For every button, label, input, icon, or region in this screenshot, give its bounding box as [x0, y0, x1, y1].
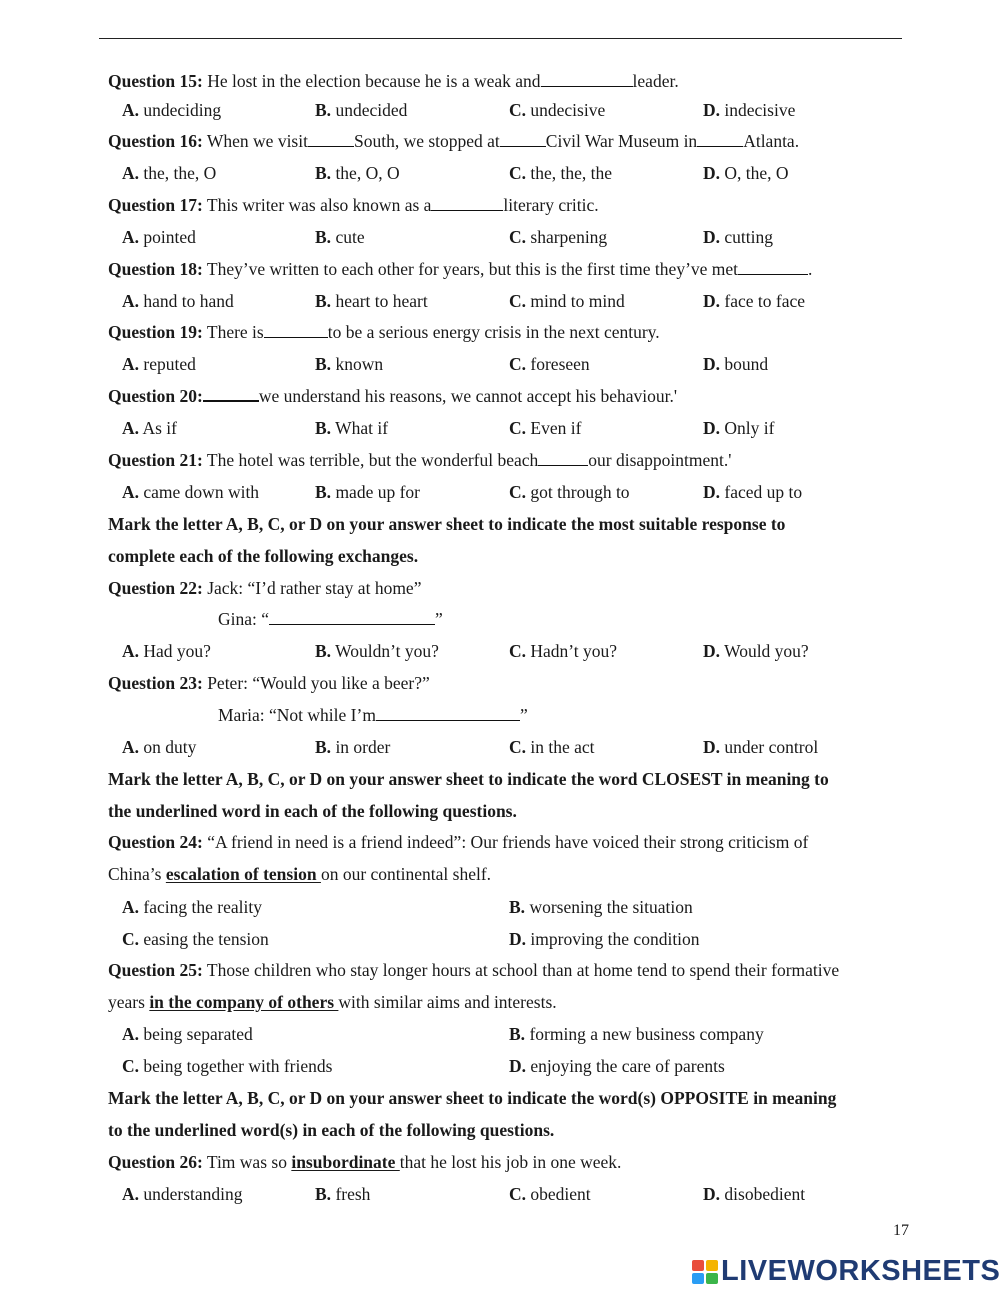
option-c[interactable]: C. mind to mind: [509, 291, 625, 311]
option-d[interactable]: D. enjoying the care of parents: [509, 1056, 725, 1076]
option-b[interactable]: B. known: [315, 354, 384, 374]
option-c[interactable]: C. foreseen: [509, 354, 590, 374]
option-b[interactable]: B. the, O, O: [315, 163, 400, 183]
question-25-continued: years in the company of others with similar aims and interests.: [108, 992, 557, 1012]
option-a[interactable]: A. facing the reality: [122, 897, 262, 917]
option-d[interactable]: D. Only if: [703, 418, 775, 438]
answer-blank[interactable]: [538, 450, 588, 466]
question-26: Question 26: Tim was so insubordinate that he lost his job in one week.: [108, 1152, 622, 1172]
answer-blank[interactable]: [431, 195, 503, 211]
brand-text: LIVEWORKSHEETS: [721, 1255, 1000, 1287]
question-17: Question 17: This writer was also known as a literary critic.: [108, 195, 599, 215]
section-instruction: Mark the letter A, B, C, or D on your answer sheet to indicate the word CLOSEST in meaning to: [108, 769, 829, 789]
section-instruction: to the underlined word(s) in each of the following questions.: [108, 1120, 555, 1140]
option-d[interactable]: D. under control: [703, 737, 819, 757]
option-b[interactable]: B. forming a new business company: [509, 1024, 764, 1044]
question-20: Question 20: we understand his reasons, we cannot accept his behaviour.': [108, 386, 677, 406]
option-b[interactable]: B. What if: [315, 418, 389, 438]
dialogue-line: Gina: “ ”: [218, 609, 443, 629]
option-a[interactable]: A. pointed: [122, 227, 196, 247]
option-d[interactable]: D. faced up to: [703, 482, 803, 502]
option-b[interactable]: B. worsening the situation: [509, 897, 693, 917]
option-a[interactable]: A. on duty: [122, 737, 197, 757]
section-instruction: Mark the letter A, B, C, or D on your answer sheet to indicate the most suitable response to: [108, 514, 786, 534]
option-a[interactable]: A. understanding: [122, 1184, 243, 1204]
liveworksheets-brand[interactable]: [692, 1255, 1000, 1288]
question-19: Question 19: There is to be a serious energy crisis in the next century.: [108, 322, 660, 342]
answer-blank[interactable]: [308, 131, 354, 147]
option-b[interactable]: B. made up for: [315, 482, 420, 502]
question-23: Question 23: Peter: “Would you like a beer?”: [108, 673, 430, 693]
option-a[interactable]: A. As if: [122, 418, 177, 438]
option-a[interactable]: A. being separated: [122, 1024, 253, 1044]
answer-blank[interactable]: [541, 71, 633, 87]
answer-blank[interactable]: [376, 705, 520, 721]
option-a[interactable]: A. hand to hand: [122, 291, 234, 311]
liveworksheets-logo-icon: [692, 1260, 718, 1284]
option-a[interactable]: A. reputed: [122, 354, 196, 374]
option-d[interactable]: D. cutting: [703, 227, 773, 247]
option-b[interactable]: B. fresh: [315, 1184, 371, 1204]
answer-blank[interactable]: [697, 131, 743, 147]
section-instruction: complete each of the following exchanges.: [108, 546, 419, 566]
option-c[interactable]: C. in the act: [509, 737, 595, 757]
option-a[interactable]: A. came down with: [122, 482, 260, 502]
answer-blank[interactable]: [500, 131, 546, 147]
option-c[interactable]: C. Hadn’t you?: [509, 641, 618, 661]
option-b[interactable]: B. cute: [315, 227, 365, 247]
question-24-continued: China’s escalation of tension on our continental shelf.: [108, 864, 492, 884]
question-24: Question 24: “A friend in need is a friend indeed”: Our friends have voiced their strong criticism of: [108, 832, 809, 852]
header-rule: [99, 38, 902, 39]
question-15: Question 15: He lost in the election because he is a weak and leader.: [108, 71, 679, 91]
underlined-phrase: escalation of tension: [165, 864, 321, 884]
question-21: Question 21: The hotel was terrible, but the wonderful beach our disappointment.': [108, 450, 732, 470]
question-16: Question 16: When we visit South, we stopped at Civil War Museum in Atlanta.: [108, 131, 800, 151]
answer-blank[interactable]: [269, 609, 435, 625]
option-c[interactable]: C. obedient: [509, 1184, 591, 1204]
option-d[interactable]: D. face to face: [703, 291, 806, 311]
option-a[interactable]: A. the, the, O: [122, 163, 217, 183]
underlined-phrase: in the company of others: [149, 992, 339, 1012]
option-d[interactable]: D. bound: [703, 354, 769, 374]
option-c[interactable]: C. got through to: [509, 482, 630, 502]
option-c[interactable]: C. the, the, the: [509, 163, 613, 183]
page-number: 17: [893, 1222, 909, 1239]
option-d[interactable]: D. O, the, O: [703, 163, 789, 183]
section-instruction: the underlined word in each of the following questions.: [108, 801, 517, 821]
section-instruction: Mark the letter A, B, C, or D on your answer sheet to indicate the word(s) OPPOSITE in meaning: [108, 1088, 837, 1108]
option-c[interactable]: C. easing the tension: [122, 929, 269, 949]
option-b[interactable]: B. undecided: [315, 100, 408, 120]
answer-blank[interactable]: [738, 259, 808, 275]
option-c[interactable]: C. undecisive: [509, 100, 606, 120]
dialogue-line: Maria: “Not while I’m ”: [218, 705, 528, 725]
option-b[interactable]: B. Wouldn’t you?: [315, 641, 439, 661]
option-d[interactable]: D. indecisive: [703, 100, 796, 120]
question-22: Question 22: Jack: “I’d rather stay at home”: [108, 578, 422, 598]
question-25: Question 25: Those children who stay longer hours at school than at home tend to spend their formative: [108, 960, 840, 980]
option-b[interactable]: B. heart to heart: [315, 291, 428, 311]
answer-blank[interactable]: [264, 322, 328, 338]
option-a[interactable]: A. undeciding: [122, 100, 222, 120]
option-c[interactable]: C. Even if: [509, 418, 582, 438]
option-d[interactable]: D. improving the condition: [509, 929, 700, 949]
option-b[interactable]: B. in order: [315, 737, 391, 757]
option-a[interactable]: A. Had you?: [122, 641, 211, 661]
option-c[interactable]: C. being together with friends: [122, 1056, 333, 1076]
option-d[interactable]: D. Would you?: [703, 641, 809, 661]
option-c[interactable]: C. sharpening: [509, 227, 608, 247]
option-d[interactable]: D. disobedient: [703, 1184, 806, 1204]
question-18: Question 18: They’ve written to each other for years, but this is the first time they’ve met .: [108, 259, 813, 279]
underlined-word: insubordinate: [291, 1152, 400, 1172]
answer-blank[interactable]: [203, 385, 259, 402]
